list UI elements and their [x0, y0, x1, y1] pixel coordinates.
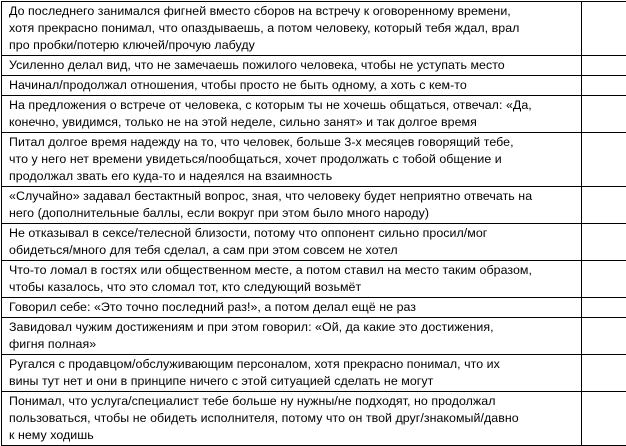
- checklist-mark-cell[interactable]: [582, 224, 626, 261]
- checklist-mark-cell[interactable]: [582, 392, 626, 446]
- checklist-row: [2, 318, 626, 355]
- checklist-mark-cell[interactable]: [582, 355, 626, 392]
- checklist-row: [2, 2, 626, 56]
- checklist-table: [1, 1, 626, 446]
- checklist-mark-cell[interactable]: [582, 76, 626, 96]
- checklist-row: [2, 76, 626, 96]
- checklist-mark-cell[interactable]: [582, 133, 626, 187]
- checklist-item-text: Усиленно делал вид, что не замечаешь пожилого человека, чтобы не уступать место: [2, 56, 582, 76]
- checklist-mark-cell[interactable]: [582, 187, 626, 224]
- checklist-mark-cell[interactable]: [582, 261, 626, 298]
- checklist-row: [2, 224, 626, 261]
- checklist-row: [2, 261, 626, 298]
- checklist-row: [2, 133, 626, 187]
- checklist-item-text: Питал долгое время надежду на то, что человек, больше 3-х месяцев говорящий тебе, что у него нет времени увидеться/пообщаться, хочет продолжать с тобой общение и продолжал звать его куда-то и надеялся на взаимность: [2, 133, 582, 187]
- checklist-mark-cell[interactable]: [582, 318, 626, 355]
- checklist-row: [2, 355, 626, 392]
- checklist-body: [2, 2, 626, 446]
- checklist-mark-cell[interactable]: [582, 2, 626, 56]
- checklist-mark-cell[interactable]: [582, 96, 626, 133]
- checklist-mark-cell[interactable]: [582, 56, 626, 76]
- checklist-row: [2, 96, 626, 133]
- checklist-item-text: Завидовал чужим достижениям и при этом говорил: «Ой, да какие это достижения, фигня полная»: [2, 318, 582, 355]
- checklist-mark-cell[interactable]: [582, 298, 626, 318]
- checklist-item-text: Не отказывал в сексе/телесной близости, потому что оппонент сильно просил/мог обидеться/много для тебя сделал, а сам при этом совсем не хотел: [2, 224, 582, 261]
- checklist-item-text: Начинал/продолжал отношения, чтобы просто не быть одному, а хоть с кем-то: [2, 76, 582, 96]
- checklist-row: [2, 392, 626, 446]
- checklist-item-text: Говорил себе: «Это точно последний раз!», а потом делал ещё не раз: [2, 298, 582, 318]
- checklist-item-text: На предложения о встрече от человека, с которым ты не хочешь общаться, отвечал: «Да, конечно, увидимся, только не на этой неделе, сильно занят» и так долгое время: [2, 96, 582, 133]
- checklist-item-text: Ругался с продавцом/обслуживающим персоналом, хотя прекрасно понимал, что их вины тут нет и они в принципе ничего с этой ситуацией сделать не могут: [2, 355, 582, 392]
- checklist-item-text: До последнего занимался фигней вместо сборов на встречу к оговоренному времени, хотя прекрасно понимал, что опаздываешь, а потом человеку, который тебя ждал, врал про пробки/потерю ключей/прочую лабуду: [2, 2, 582, 56]
- checklist-row: [2, 298, 626, 318]
- checklist-item-text: «Случайно» задавал бестактный вопрос, зная, что человеку будет неприятно отвечать на него (дополнительные баллы, если вокруг при этом было много народу): [2, 187, 582, 224]
- checklist-row: [2, 187, 626, 224]
- checklist-row: [2, 56, 626, 76]
- checklist-item-text: Что-то ломал в гостях или общественном месте, а потом ставил на место таким образом, чтобы казалось, что это сломал тот, кто следующий возьмёт: [2, 261, 582, 298]
- checklist-item-text: Понимал, что услуга/специалист тебе больше ну нужны/не подходят, но продолжал пользоваться, чтобы не обидеть исполнителя, потому что он твой друг/знакомый/давно к нему ходишь: [2, 392, 582, 446]
